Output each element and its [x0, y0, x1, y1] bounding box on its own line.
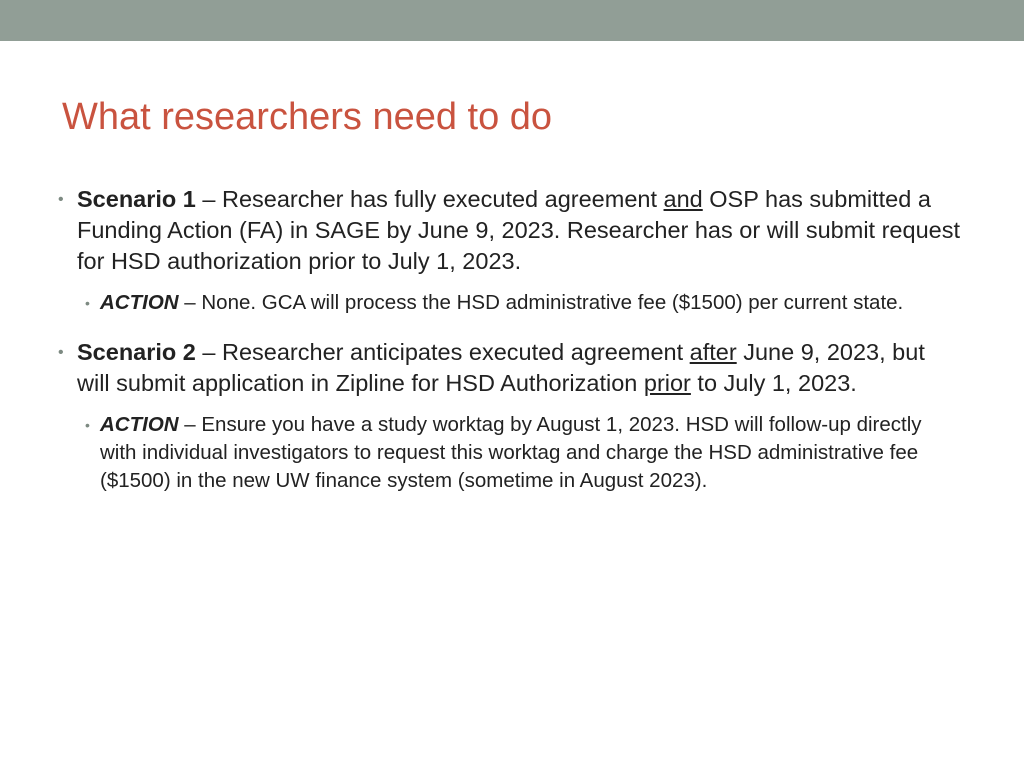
scenario-1-text-a: – Researcher has fully executed agreement — [195, 186, 664, 212]
scenario-1-action-label: ACTION — [100, 291, 179, 314]
bullet-icon: • — [58, 191, 64, 208]
scenario-2-action-text: – Ensure you have a study worktag by August 1, 2023. HSD will follow-up directly with individual investigators to request this worktag and charge the HSD administrative fee ($1500) in the new UW finance system (sometime in August 2023). — [100, 413, 922, 492]
bullet-scenario-2 — [0, 337, 962, 399]
sub-bullet-icon: • — [85, 295, 90, 311]
scenario-2-text-c: to July 1, 2023. — [690, 370, 857, 396]
scenario-2-label: Scenario 2 — [77, 339, 196, 365]
slide-title: What researchers need to do — [62, 96, 553, 138]
scenario-2-text-b: June 9, 2023, but will submit application in Zipline for HSD Authorization — [77, 339, 925, 396]
scenario-2-action-label: ACTION — [100, 413, 179, 436]
scenario-2-underline-after: after — [689, 339, 737, 365]
scenario-2-text-a: – Researcher anticipates executed agreement — [195, 339, 690, 365]
top-banner — [0, 0, 1024, 41]
scenario-1-underline-and: and — [663, 186, 703, 212]
bullet-scenario-1-action — [0, 289, 960, 317]
bullet-icon: • — [58, 344, 64, 361]
scenario-1-label: Scenario 1 — [77, 186, 196, 212]
scenario-2-underline-prior: prior — [643, 370, 691, 396]
scenario-1-action-text: – None. GCA will process the HSD administrative fee ($1500) per current state. — [178, 291, 904, 314]
scenario-1-text-b: OSP has submitted a Funding Action (FA) in SAGE by June 9, 2023. Researcher has or will submit request for HSD authorization prior to July 1, 2023. — [77, 186, 960, 274]
bullet-scenario-2-action — [0, 411, 960, 495]
bullet-scenario-1 — [0, 184, 962, 277]
slide-content — [0, 184, 1024, 495]
sub-bullet-icon: • — [85, 417, 90, 433]
